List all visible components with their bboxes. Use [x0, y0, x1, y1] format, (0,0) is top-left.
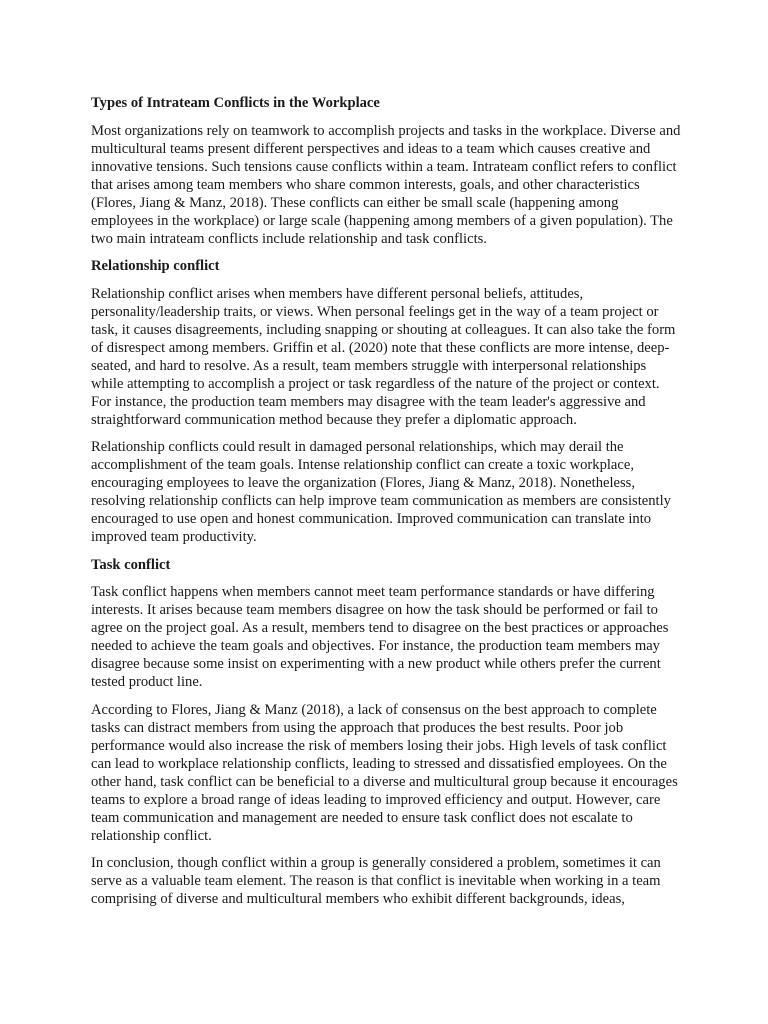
conclusion-paragraph: In conclusion, though conflict within a group is generally considered a problem, sometimes it can serve as a valuable team element. The reason is that conflict is inevitable when working in a team comprising of diverse and multicultural members who exhibit different backgrounds, ideas,: [91, 855, 661, 907]
document-title: Types of Intrateam Conflicts in the Workplace: [91, 95, 380, 111]
document-body: [91, 94, 681, 918]
intro-paragraph: Most organizations rely on teamwork to accomplish projects and tasks in the workplace. Diverse and multicultural teams present different perspectives and ideas to a team which causes creative and innovative tensions. Such tensions cause conflicts within a team. Intrateam conflict refers to conflict that arises among team members who share common interests, goals, and other characteristics (Flores, Jiang & Manz, 2018). These conflicts can either be small scale (happening among employees in the workplace) or large scale (happening among members of a given population). The two main intrateam conflicts include relationship and task conflicts.: [91, 122, 681, 247]
relationship-paragraph-2: Relationship conflicts could result in damaged personal relationships, which may derail the accomplishment of the team goals. Intense relationship conflict can create a toxic workplace, encouraging employees to leave the organization (Flores, Jiang & Manz, 2018). Nonetheless, resolving relationship conflicts can help improve team communication as members are consistently encouraged to use open and honest communication. Improved communication can translate into improved team productivity.: [91, 439, 671, 545]
task-paragraph-2: According to Flores, Jiang & Manz (2018), a lack of consensus on the best approach to complete tasks can distract members from using the approach that produces the best results. Poor job performance would also increase the risk of members losing their jobs. High levels of task conflict can lead to workplace relationship conflicts, leading to stressed and dissatisfied employees. On the other hand, task conflict can be beneficial to a diverse and multicultural group because it encourages teams to explore a broad range of ideas leading to improved efficiency and output. However, care team communication and management are needed to ensure task conflict does not escalate to relationship conflict.: [91, 701, 678, 844]
relationship-paragraph-1: Relationship conflict arises when members have different personal beliefs, attitudes, personality/leadership traits, or views. When personal feelings get in the way of a team project or task, it causes disagreements, including snapping or shouting at colleagues. It can also take the form of disrespect among members. Griffin et al. (2020) note that these conflicts are more intense, deep-seated, and hard to resolve. As a result, team members struggle with interpersonal relationships while attempting to accomplish a project or task regardless of the nature of the project or context. For instance, the production team members may disagree with the team leader's aggressive and straightforward communication method because they prefer a diplomatic approach.: [91, 285, 676, 428]
task-paragraph-1: Task conflict happens when members cannot meet team performance standards or have differing interests. It arises because team members disagree on how the task should be performed or fail to agree on the project goal. As a result, members tend to disagree on the best practices or approaches needed to achieve the team goals and objectives. For instance, the production team members may disagree because some insist on experimenting with a new product while others prefer the current tested product line.: [91, 584, 669, 690]
section-heading-relationship-conflict: Relationship conflict: [91, 258, 220, 274]
section-heading-task-conflict: Task conflict: [91, 556, 171, 573]
